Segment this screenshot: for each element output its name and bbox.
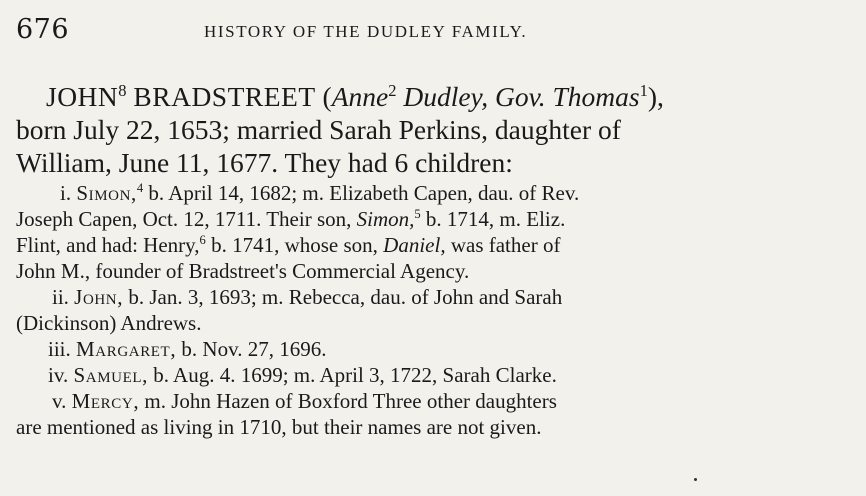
child-numeral: i. xyxy=(60,181,72,205)
paren-open: ( xyxy=(322,81,332,112)
child-1-line-1 xyxy=(16,180,866,206)
child-numeral: iii. xyxy=(48,337,71,361)
child-1-line-3 xyxy=(16,232,866,258)
child-text: b. 1741, whose son, xyxy=(205,233,384,257)
paren-close: ), xyxy=(647,81,664,112)
child-5-line-1 xyxy=(16,388,866,414)
child-name: Margaret, xyxy=(76,337,177,361)
child-2-line-1 xyxy=(16,284,866,310)
mother-generation: 2 xyxy=(388,80,397,100)
child-numeral: ii. xyxy=(52,285,69,309)
child-numeral: v. xyxy=(52,389,67,413)
descendant-generation: 6 xyxy=(199,233,206,247)
print-speck xyxy=(694,478,697,481)
child-name: John, xyxy=(74,285,124,309)
child-text: b. Jan. 3, 1693; m. Rebecca, dau. of John and Sarah xyxy=(123,285,563,309)
child-text: b. 1714, m. Eliz. xyxy=(420,207,566,231)
page-number: 676 xyxy=(16,14,70,45)
entry-line-2: born July 22, 1653; married Sarah Perkins, daughter of xyxy=(16,114,621,145)
child-text: was father of xyxy=(445,233,561,257)
ancestor-names: Dudley, Gov. Thomas xyxy=(403,81,640,112)
child-text: Flint, and had: Henry, xyxy=(16,233,200,257)
child-1-line-4: John M., founder of Bradstreet's Commercial Agency. xyxy=(16,259,470,283)
child-4-line-1 xyxy=(16,362,866,388)
child-3-line-1 xyxy=(16,336,866,362)
entry-line-3: William, June 11, 1677. They had 6 children: xyxy=(16,147,513,178)
entry-line-1 xyxy=(16,80,856,113)
entry-surname: BRADSTREET xyxy=(133,81,316,112)
ancestor-generation: 1 xyxy=(639,80,648,100)
mother-name: Anne xyxy=(331,81,389,112)
child-text: b. April 14, 1682; m. Elizabeth Capen, dau. of Rev. xyxy=(143,181,580,205)
genealogy-entry-heading xyxy=(16,80,856,179)
entry-name: JOHN xyxy=(46,81,119,112)
grandchild-name: Simon, xyxy=(356,207,415,231)
children-list xyxy=(16,180,866,440)
child-1-line-2 xyxy=(16,206,866,232)
running-title: HISTORY OF THE DUDLEY FAMILY. xyxy=(204,22,528,41)
child-name: Simon, xyxy=(76,181,137,205)
child-5-line-2: are mentioned as living in 1710, but their names are not given. xyxy=(16,415,542,439)
child-text: b. Aug. 4. 1699; m. April 3, 1722, Sarah Clarke. xyxy=(147,363,557,387)
grandchild-generation: 5 xyxy=(414,207,421,221)
child-text: m. John Hazen of Boxford Three other daughters xyxy=(139,389,557,413)
child-numeral: iv. xyxy=(48,363,69,387)
child-text: b. Nov. 27, 1696. xyxy=(176,337,327,361)
child-generation: 4 xyxy=(136,181,144,195)
entry-generation: 8 xyxy=(118,80,127,100)
child-2-line-2: (Dickinson) Andrews. xyxy=(16,311,202,335)
child-name: Samuel, xyxy=(73,363,148,387)
descendant-name: Daniel, xyxy=(383,233,446,257)
child-name: Mercy, xyxy=(71,389,140,413)
child-text: Joseph Capen, Oct. 12, 1711. Their son, xyxy=(16,207,357,231)
